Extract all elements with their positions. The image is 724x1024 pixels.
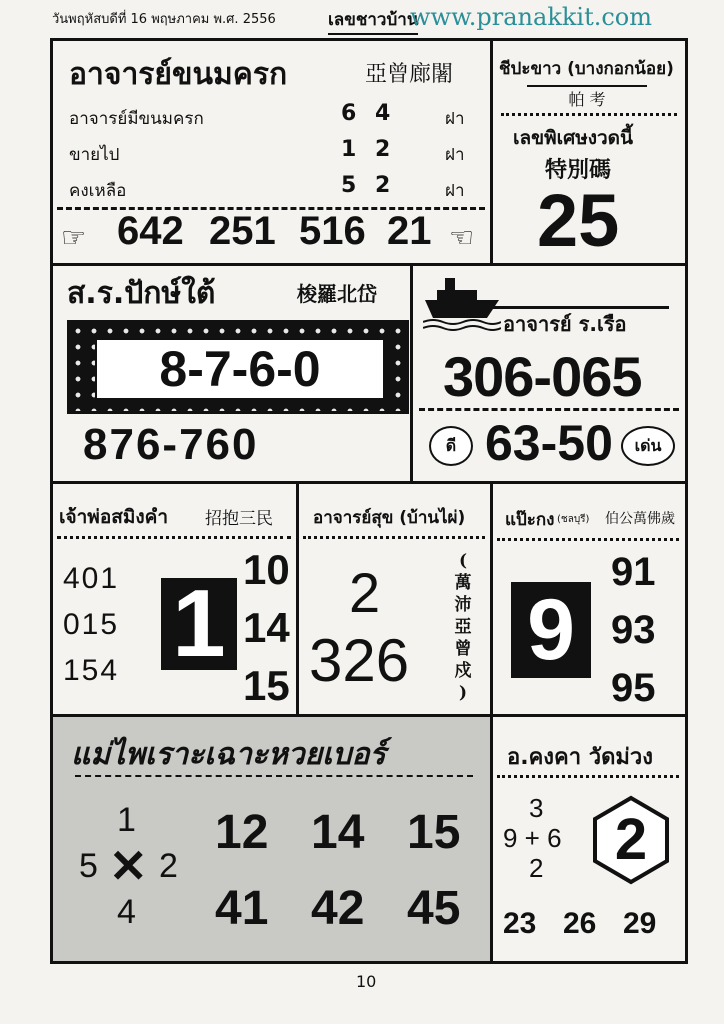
khongkha-big-number: 2 [614,807,648,872]
mae-cross-top: 1 [117,801,136,839]
ship-icon [423,272,501,332]
ruea-middle-number: 63-50 [485,415,613,471]
mae-number: 15 [407,806,461,859]
issue-date: วันพฤหัสบดีที่ 16 พฤษภาคม พ.ศ. 2556 [52,12,276,27]
pho-right-number: 15 [243,662,290,709]
khongkha-box [493,717,685,961]
pae-title: แป๊ะกง [505,510,555,530]
khanom-row-unit: ฝา [445,181,465,201]
mae-number: 45 [407,882,461,935]
dotted-divider [57,536,291,539]
khanom-number: 642 [117,209,184,253]
khanom-title: อาจารย์ขนมครก [69,57,288,92]
pointing-right-hand-icon: ☞ [61,221,87,254]
pho-left-number: 015 [63,608,120,641]
dotted-divider [501,113,677,116]
khanom-row-a: 5 [341,173,357,198]
khanom-title-cn: 亞曾廊闍 [365,62,454,87]
khongkha-number: 26 [563,907,597,940]
pae-big-number: 9 [511,582,591,678]
mae-cross-right: 2 [159,847,178,885]
khongkha-number: 29 [623,907,657,940]
chipakhao-title: ชีปะขาว (บางกอกน้อย) [499,59,674,79]
ruea-strong-badge: เด่น [621,426,675,466]
khanom-number: 516 [299,209,366,253]
pho-right-number: 10 [243,546,290,593]
pointing-left-hand-icon: ☜ [449,221,475,254]
khanom-row-unit: ฝา [445,109,465,129]
dashed-divider [75,775,473,777]
khanom-box [53,41,490,263]
mae-title: แม่ไพเราะเฉาะหวยเบอร์ [71,737,386,772]
suk-cn-char: ) [458,683,468,703]
khanom-row-label: ขายไป [69,145,120,165]
sor-title: ส.ร.ปักษ์ใต้ [67,276,216,311]
khanom-row-a: 6 [341,101,357,126]
khongkha-calc-mid: 9 + 6 [503,823,562,853]
dotted-divider [497,538,679,541]
khongkha-title: อ.คงคา วัดม่วง [507,745,653,770]
pae-right-number: 93 [611,608,656,652]
pho-big-number: 1 [161,578,237,670]
pae-title-sub: (ชลบุรี) [557,514,590,525]
suk-cn-char: 亞 [454,617,472,637]
dotted-divider [497,775,679,778]
khanom-row-unit: ฝา [445,145,465,165]
ruea-good-badge: ดี [429,426,473,466]
mae-box [53,717,490,961]
ruea-number: 306-065 [443,345,642,408]
mae-number: 12 [215,806,269,859]
sor-main-number: 8-7-6-0 [95,338,385,400]
suk-cn-char: 戍 [454,661,472,681]
khanom-row-a: 1 [341,137,357,162]
suk-cn-char: 曾 [454,639,472,659]
chipakhao-cn: 帕 考 [527,85,647,110]
khanom-row-label: คงเหลือ [69,181,127,201]
suk-title: อาจารย์สุข (บ้านไผ่) [313,508,466,528]
sor-sub-number: 876-760 [83,420,259,469]
pho-left-number: 401 [63,562,120,595]
ruea-title: อาจารย์ ร.เรือ [503,312,627,336]
mae-cross-bottom: 4 [117,893,136,931]
suk-cn-char: 沛 [454,595,472,615]
khanom-row-b: 2 [375,173,391,198]
pae-right-number: 91 [611,550,656,594]
pho-right-number: 14 [243,604,290,651]
pae-title-cn: 伯公萬佛歲 [605,511,675,527]
suk-cn-char: ( [458,551,468,571]
brand-title: เลขชาวบ้าน [328,6,418,35]
page-number: 10 [356,972,377,991]
khongkha-number: 23 [503,907,537,940]
khongkha-calc-top: 3 [529,793,544,823]
sor-title-cn: 梭羅北岱 [297,282,377,306]
pho-left-number: 154 [63,654,120,687]
dashed-divider [419,408,679,411]
pae-right-number: 95 [611,666,656,710]
mae-number: 42 [311,882,365,935]
khanom-number: 21 [387,209,432,253]
site-url[interactable]: www.pranakkit.com [410,3,653,31]
mae-cross-left: 5 [79,847,98,885]
chipakhao-special-label: เลขพิเศษงวดนี้ [513,127,634,149]
sor-box [53,266,410,481]
khanom-row-label: อาจารย์มีขนมครก [69,109,204,129]
pho-title: เจ้าพ่อสมิงคำ [59,506,169,528]
khongkha-calc-bot: 2 [529,853,544,883]
khanom-row-b: 2 [375,137,391,162]
khanom-number: 251 [209,209,276,253]
suk-box [299,484,490,714]
chipakhao-box [493,41,685,263]
mae-number: 14 [311,806,365,859]
cross-icon: ✕ [109,840,148,892]
suk-top-number: 2 [349,561,381,624]
pho-title-cn: 招抱三民 [205,509,273,529]
suk-cn-char: 萬 [454,573,472,593]
dotted-divider [303,536,485,539]
ruea-box [413,266,685,481]
chipakhao-number: 25 [537,179,620,262]
suk-cn-vertical [451,550,475,704]
mae-number: 41 [215,882,269,935]
suk-bottom-number: 326 [309,627,410,694]
khanom-row-b: 4 [375,101,391,126]
pho-box [53,484,296,714]
pae-box [493,484,685,714]
chipakhao-special-cn: 特別碼 [545,157,612,183]
